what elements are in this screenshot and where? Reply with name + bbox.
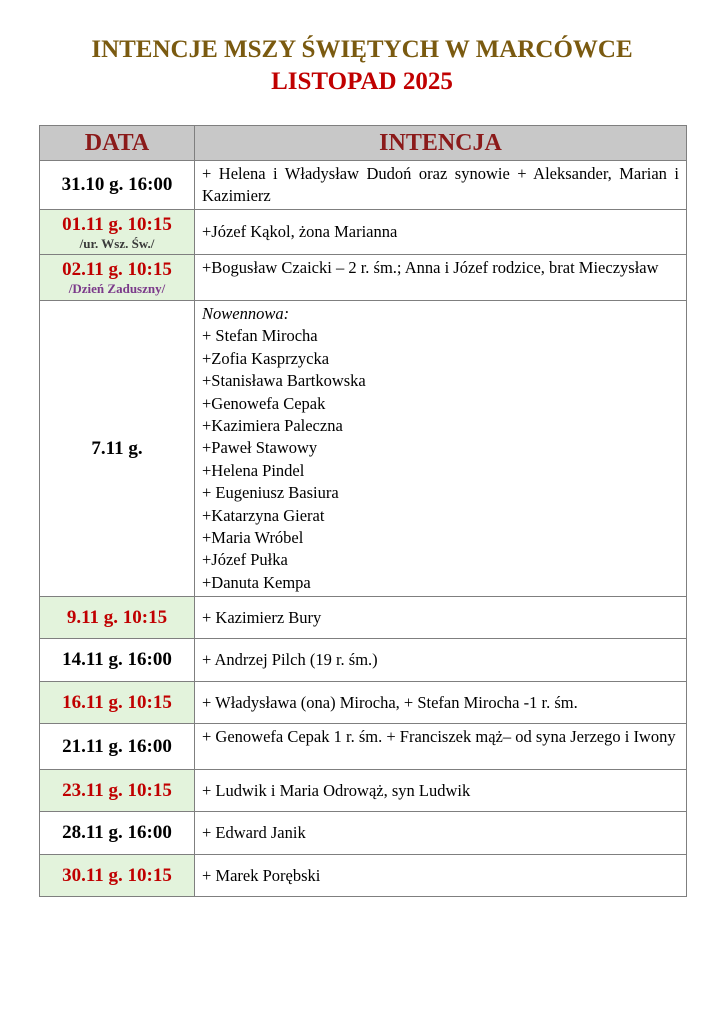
table-row [40, 210, 687, 255]
list-item: +Stanisława Bartkowska [202, 371, 366, 391]
intention-cell: + Marek Porębski [195, 855, 687, 897]
list-item: + Stefan Mirocha [202, 326, 318, 346]
date-cell: 28.11 g. 16:00 [40, 812, 195, 855]
list-item: + Eugeniusz Basiura [202, 483, 339, 503]
intention-cell: + Andrzej Pilch (19 r. śm.) [195, 639, 687, 682]
list-item: +Katarzyna Gierat [202, 505, 325, 525]
date-cell: 14.11 g. 16:00 [40, 639, 195, 682]
list-item: +Kazimiera Paleczna [202, 416, 343, 436]
header-date: DATA [40, 126, 195, 161]
list-item: +Józef Pułka [202, 550, 288, 570]
intentions-table [39, 125, 687, 897]
date-text: 02.11 g. 10:15 [62, 259, 172, 280]
date-cell: 7.11 g. [40, 301, 195, 597]
table-row [40, 855, 687, 897]
table-row [40, 682, 687, 724]
table-row [40, 301, 687, 597]
date-text: 01.11 g. 10:15 [62, 213, 172, 235]
date-cell [40, 255, 195, 301]
list-item: +Genowefa Cepak [202, 393, 326, 413]
date-cell [40, 210, 195, 255]
date-cell: 31.10 g. 16:00 [40, 161, 195, 210]
intention-cell: + Helena i Władysław Dudoń oraz synowie + Aleksander, Marian i Kazimierz [195, 161, 687, 210]
intention-cell [195, 301, 687, 597]
table-row [40, 161, 687, 210]
date-note: /ur. Wsz. Św./ [79, 235, 155, 251]
table-row [40, 597, 687, 639]
table-row [40, 255, 687, 301]
list-item: +Helena Pindel [202, 460, 305, 480]
header-intention: INTENCJA [195, 126, 687, 161]
date-cell: 23.11 g. 10:15 [40, 770, 195, 812]
list-item: +Zofia Kasprzycka [202, 348, 330, 368]
intention-cell: + Genowefa Cepak 1 r. śm. + Franciszek mąż– od syna Jerzego i Iwony [195, 724, 687, 770]
date-cell: 16.11 g. 10:15 [40, 682, 195, 724]
table-row [40, 724, 687, 770]
intention-cell: + Władysława (ona) Mirocha, + Stefan Mirocha -1 r. śm. [195, 682, 687, 724]
list-item: +Paweł Stawowy [202, 438, 318, 458]
table-row [40, 812, 687, 855]
intention-cell: +Bogusław Czaicki – 2 r. śm.; Anna i Józef rodzice, brat Mieczysław [195, 255, 687, 301]
list-item: +Danuta Kempa [202, 572, 311, 592]
table-header-row [40, 126, 687, 161]
table-row [40, 770, 687, 812]
list-item: +Maria Wróbel [202, 528, 304, 548]
page-title: INTENCJE MSZY ŚWIĘTYCH W MARCÓWCE [91, 36, 633, 63]
intention-cell: + Kazimierz Bury [195, 597, 687, 639]
page-subtitle: LISTOPAD 2025 [271, 68, 453, 95]
table-row [40, 639, 687, 682]
intention-cell: + Edward Janik [195, 812, 687, 855]
date-cell: 9.11 g. 10:15 [40, 597, 195, 639]
date-cell: 21.11 g. 16:00 [40, 724, 195, 770]
novena-label: Nowennowa: [202, 304, 290, 323]
date-cell: 30.11 g. 10:15 [40, 855, 195, 897]
date-note: /Dzień Zaduszny/ [68, 281, 166, 296]
intention-cell: + Ludwik i Maria Odrowąż, syn Ludwik [195, 770, 687, 812]
intention-cell: +Józef Kąkol, żona Marianna [195, 210, 687, 255]
